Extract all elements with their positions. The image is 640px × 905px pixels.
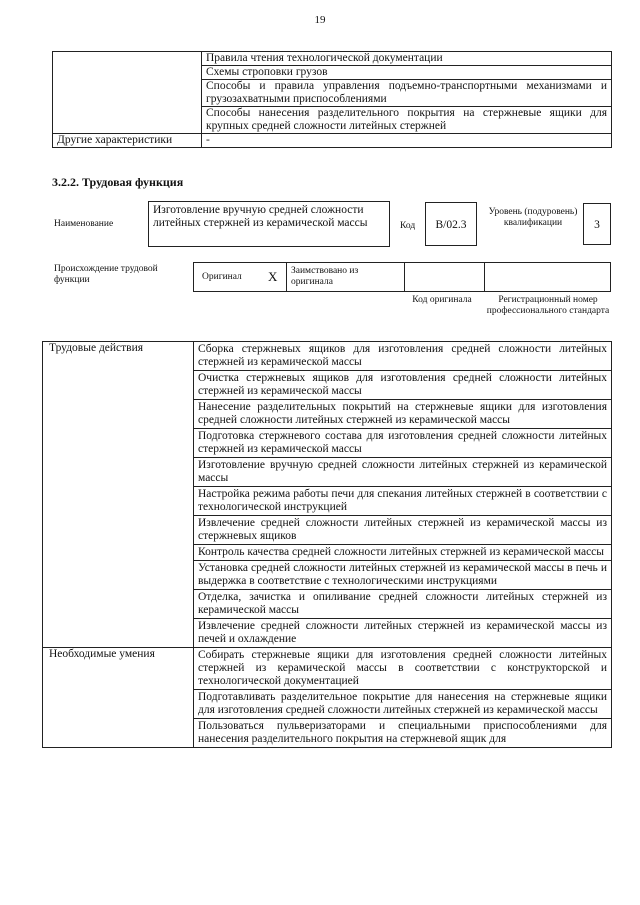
list-item: Извлечение средней сложности литейных стержней из керамической массы из печей и охлаждение [198,620,607,645]
original-mark: X [268,269,278,284]
borrowed-label: Заимствовано из оригинала [291,266,359,287]
reg-number-caption: Регистрационный номер профессионального стандарта [486,295,610,316]
original-label: Оригинал [202,272,242,282]
knowledge-item: Правила чтения технологической документации [202,52,612,66]
list-item: Собирать стержневые ящики для изготовления средней сложности литейных стержней из керамической массы в соответствии с конструкторской и технологической документацией [194,648,611,690]
divider [286,263,287,291]
knowledge-table [52,51,612,148]
list-item: Пользоваться пульверизаторами и специальными приспособлениями для нанесения разделительного покрытия на стержневой ящик для [198,720,607,745]
knowledge-item: Способы нанесения разделительного покрытия на стержневые ящики для крупных средней сложности литейных стержней [202,107,612,134]
name-label: Наименование [54,219,114,229]
origin-box [193,262,611,292]
list-item: Настройка режима работы печи для спекания литейных стержней в соответствии с технологической инструкцией [194,487,611,516]
list-item: Изготовление вручную средней сложности литейных стержней из керамической массы [194,458,611,487]
other-characteristics-label: Другие характеристики [53,134,202,148]
knowledge-item: Способы и правила управления подъемно-транспортными механизмами и грузозахватными приспособлениями [202,80,612,107]
level-value-box: 3 [583,203,611,245]
other-characteristics-value: - [202,134,612,148]
list-item: Отделка, зачистка и опиливание средней сложности литейных стержней из керамической массы [194,590,611,619]
empty-label-cell [53,52,202,134]
skills-label: Необходимые умения [43,648,194,748]
labor-actions-label: Трудовые действия [43,342,194,648]
level-label: Уровень (подуровень) квалификации [488,207,578,228]
divider [484,263,485,291]
list-item: Очистка стержневых ящиков для изготовления средней сложности литейных стержней из керамической массы [194,371,611,400]
list-item: Сборка стержневых ящиков для изготовления средней сложности литейных стержней из керамической массы [194,342,611,371]
list-item: Контроль качества средней сложности литейных стержней из керамической массы [194,545,611,561]
list-item: Нанесение разделительных покрытий на стержневые ящики для изготовления средней сложности литейных стержней из керамической массы [194,400,611,429]
list-item: Извлечение средней сложности литейных стержней из керамической массы из стержневых ящиков [194,516,611,545]
section-title: 3.2.2. Трудовая функция [52,175,184,189]
list-item: Установка средней сложности литейных стержней из керамической массы в печь и выдержка в соответствие с технологическими инструкциями [194,561,611,590]
code-label: Код [400,221,416,231]
function-details-table [42,341,612,748]
origin-label: Происхождение трудовой функции [54,264,158,285]
list-item: Подготавливать разделительное покрытие для нанесения на стержневые ящики для изготовления средней сложности литейных стержней из керамической массы [194,690,611,719]
labor-actions-list [194,342,612,648]
skills-list [194,648,612,748]
divider [404,263,405,291]
function-name-box: Изготовление вручную средней сложности литейных стержней из керамической массы [148,201,390,247]
code-original-caption: Код оригинала [412,295,472,305]
page-number: 19 [314,14,326,26]
list-item: Подготовка стержневого состава для изготовления средней сложности литейных стержней из керамической массы [194,429,611,458]
code-value-box: B/02.3 [425,202,477,246]
knowledge-item: Схемы строповки грузов [202,66,612,80]
